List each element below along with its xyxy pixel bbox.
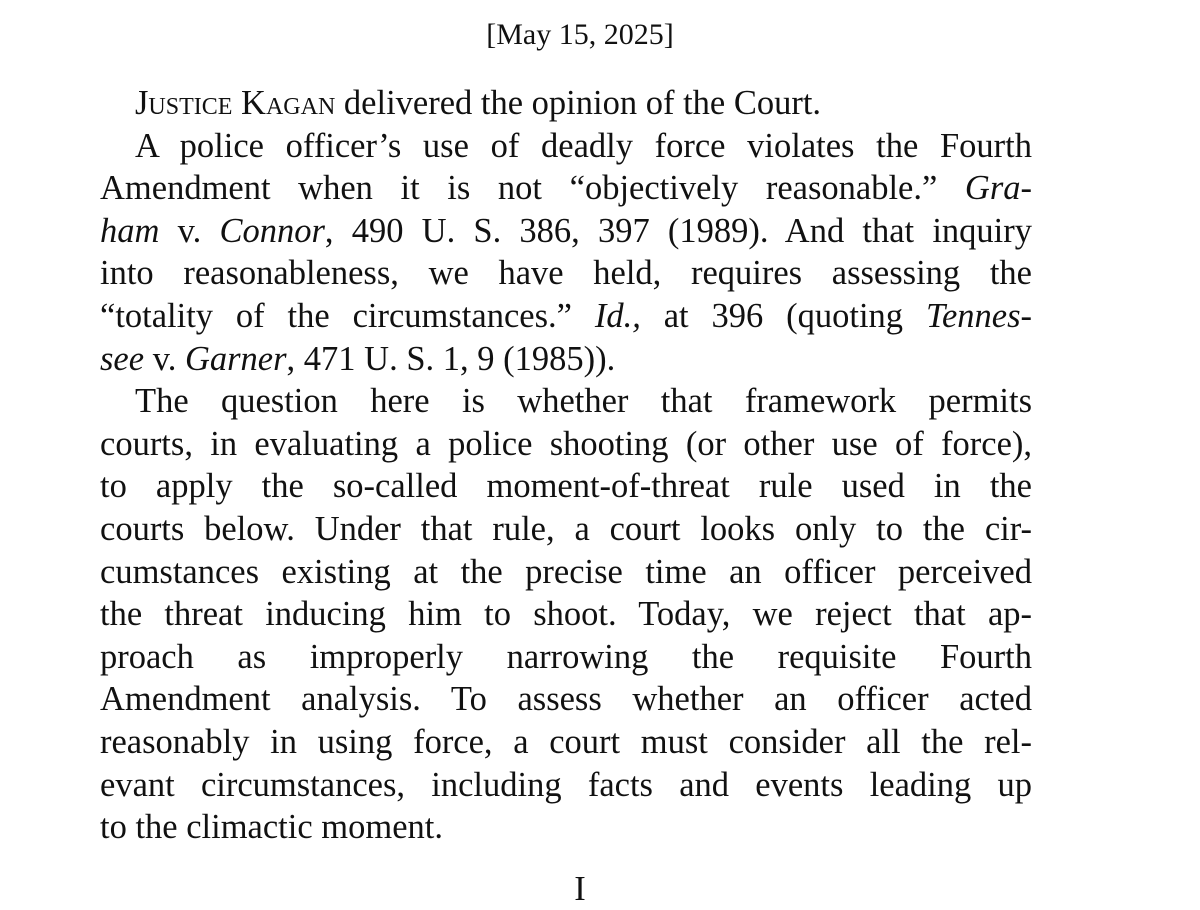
paragraph-line (100, 338, 1032, 381)
opinion-body (100, 82, 1032, 849)
citation-text: , 490 U. S. 386, 397 (1989). And that inquiry (324, 211, 1033, 250)
section-heading: I (574, 870, 586, 908)
paragraph-line: to the climactic moment. (100, 808, 443, 847)
paragraph-line: cumstances existing at the precise time an officer perceived (100, 552, 1032, 591)
quoted-standard: Amendment when it is not “objectively reasonable.” (100, 169, 938, 208)
delivered-text: delivered the opinion of the Court. (335, 84, 822, 122)
paragraph-line: Amendment analysis. To assess whether an officer acted (100, 680, 1032, 719)
case-name-fragment: Gra- (964, 169, 1032, 208)
paragraph-line: into reasonableness, we have held, requires assessing the (100, 254, 1032, 293)
paragraph-line: courts, in evaluating a police shooting (or other use of force), (100, 424, 1032, 463)
paragraph-line (100, 295, 1032, 338)
paragraph-line: the threat inducing him to shoot. Today, we reject that ap- (100, 595, 1032, 634)
case-name: Garner (184, 339, 287, 378)
paragraph-1 (100, 125, 1032, 381)
paragraph-line (100, 167, 1032, 210)
paragraph-line: evant circumstances, including facts and events leading up (100, 765, 1032, 804)
citation-text: at 396 (quoting (640, 296, 926, 335)
id-signal: Id., (594, 296, 641, 335)
paragraph-line: to apply the so-called moment-of-threat rule used in the (100, 467, 1032, 506)
case-name-fragment: ham (100, 211, 160, 250)
paragraph-line: reasonably in using force, a court must consider all the rel- (100, 722, 1032, 761)
case-name: Connor (219, 211, 325, 250)
paragraph-line: A police officer’s use of deadly force violates the Fourth (135, 126, 1032, 165)
paragraph-line: courts below. Under that rule, a court looks only to the cir- (100, 509, 1032, 548)
quoted-totality: “totality of the circumstances.” (100, 296, 572, 335)
paragraph-line: proach as improperly narrowing the requisite Fourth (100, 637, 1032, 676)
justice-name: Justice Kagan (135, 84, 336, 122)
paragraph-line (100, 210, 1032, 253)
versus-text: v. (144, 339, 185, 378)
case-name-fragment: Tennes- (925, 296, 1033, 335)
paragraph-2 (100, 380, 1032, 849)
paragraph-line: The question here is whether that framework permits (135, 382, 1032, 421)
case-name-fragment: see (100, 339, 145, 378)
citation-text: , 471 U. S. 1, 9 (1985)). (286, 339, 616, 378)
versus-text: v. (159, 211, 220, 250)
delivered-by-line (100, 82, 1032, 125)
decision-date: [May 15, 2025] (486, 18, 674, 51)
